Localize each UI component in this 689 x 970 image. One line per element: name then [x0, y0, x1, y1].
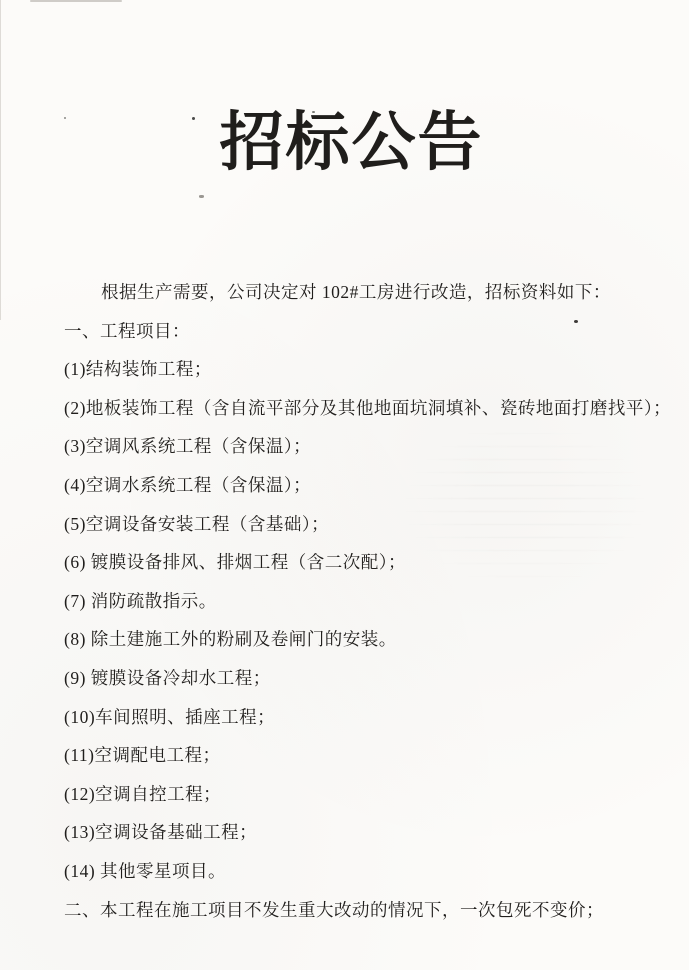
list-item: (3)空调风系统工程（含保温）； — [64, 436, 312, 457]
list-item: (2)地板装饰工程（含自流平部分及其他地面坑洞填补、瓷砖地面打磨找平）； — [64, 397, 672, 418]
list-item: (6) 镀膜设备排风、排烟工程（含二次配）； — [64, 552, 407, 573]
list-item: (14) 其他零星项目。 — [64, 860, 227, 881]
list-item: (12)空调自控工程； — [64, 783, 222, 804]
list-item: (5)空调设备安装工程（含基础）； — [64, 513, 330, 534]
page-title: 招标公告 — [219, 107, 484, 178]
list-item: (1)结构装饰工程； — [64, 359, 212, 380]
list-item: (11)空调配电工程； — [64, 745, 221, 766]
scan-speck — [199, 195, 204, 198]
intro-paragraph: 根据生产需要，公司决定对 102#工房进行改造，招标资料如下： — [101, 282, 611, 302]
list-item: (7) 消防疏散指示。 — [64, 590, 217, 611]
list-item: (9) 镀膜设备冷却水工程； — [64, 667, 271, 688]
section-two-paragraph: 二、本工程在施工项目不发生重大改动的情况下，一次包死不变价； — [64, 899, 604, 920]
list-item: (4)空调水系统工程（含保温）； — [64, 474, 312, 495]
document-body — [64, 273, 673, 929]
list-item: (8) 除土建施工外的粉刷及卷闸门的安装。 — [64, 629, 397, 650]
list-item: (10)车间照明、插座工程； — [64, 706, 276, 727]
list-item: (13)空调设备基础工程； — [64, 822, 258, 843]
section-one-heading: 一、工程项目： — [64, 320, 190, 341]
scan-streak — [30, 0, 122, 2]
